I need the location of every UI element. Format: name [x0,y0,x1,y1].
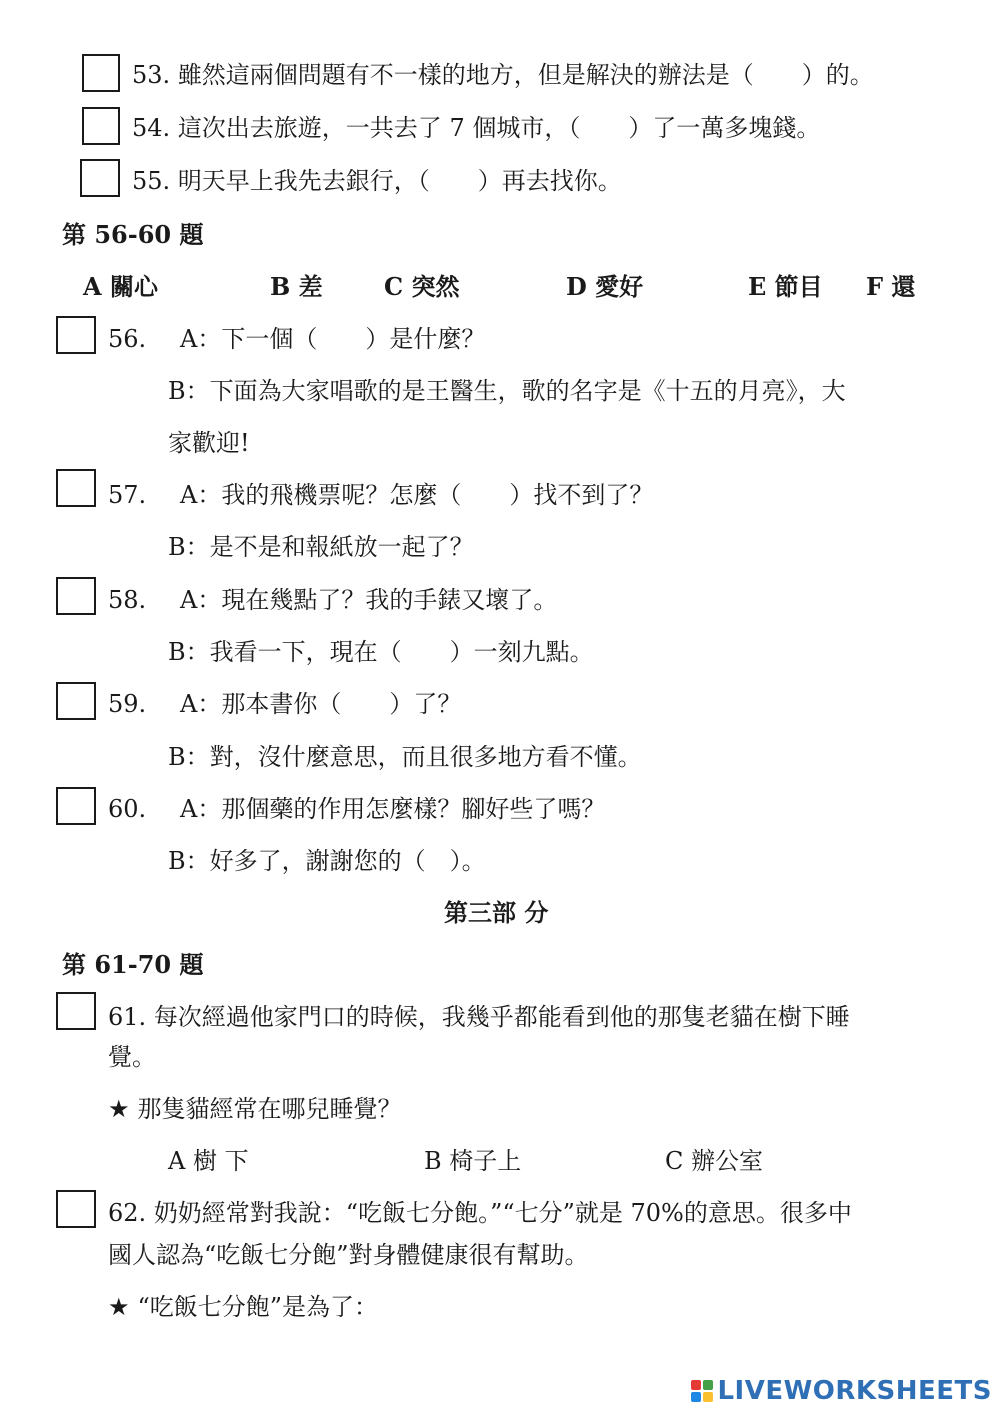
logo-square [703,1392,713,1402]
answer-box-61[interactable] [56,992,96,1030]
question-55 [132,166,622,196]
choice-61-b: B 椅子上 [424,1147,522,1175]
prompt-text: 那隻貓經常在哪兒睡覺？ [137,1095,402,1123]
star-icon: ★ [108,1293,130,1321]
prompt-62 [108,1292,378,1322]
option-e: E 節目 [748,272,823,301]
section-heading-61-70: 第 61-70 題 [62,950,204,979]
dialogue-59-b: B：對，沒什麼意思，而且很多地方看不懂。 [168,743,642,771]
logo-icon [691,1380,713,1402]
option-f: F 還 [866,272,916,301]
answer-box-62[interactable] [56,1190,96,1228]
answer-box-60[interactable] [56,787,96,825]
question-text: 明天早上我先去銀行，（ ）再去找你。 [177,167,622,195]
question-number-58: 58. [108,586,147,614]
dialogue-57-b: B：是不是和報紙放一起了？ [168,533,474,561]
dialogue-57-a: A：我的飛機票呢？怎麼（ ）找不到了？ [180,481,654,509]
question-text: 這次出去旅遊，一共去了 7 個城市，（ ）了一萬多塊錢。 [177,114,821,142]
option-b: B 差 [270,272,323,301]
section-heading-56-60: 第 56-60 題 [62,220,204,249]
answer-box-57[interactable] [56,469,96,507]
question-number: 53. [132,61,171,89]
question-number-56: 56. [108,325,147,353]
liveworksheets-logo [691,1375,992,1407]
dialogue-56-a: A：下一個（ ）是什麼？ [180,325,486,353]
question-number: 54. [132,114,171,142]
answer-box-59[interactable] [56,682,96,720]
question-number-57: 57. [108,481,147,509]
question-62 [108,1198,852,1228]
option-c: C 突然 [384,272,460,301]
question-text: 奶奶經常對我說：“吃飯七分飽。”“七分”就是 70%的意思。很多中 [153,1199,852,1227]
prompt-text: “吃飯七分飽”是為了： [137,1293,379,1321]
logo-square [691,1392,701,1402]
answer-box-58[interactable] [56,577,96,615]
choice-61-a: A 樹 下 [168,1147,249,1175]
star-icon: ★ [108,1095,130,1123]
prompt-61 [108,1094,402,1124]
dialogue-60-b: B：好多了，謝謝您的（ ）。 [168,847,486,875]
part-title: 第三部 分 [444,898,549,927]
dialogue-56-b-cont: 家歡迎! [168,429,250,457]
answer-box-56[interactable] [56,316,96,354]
question-61 [108,1002,850,1032]
logo-text: LIVEWORKSHEETS [717,1376,992,1406]
question-text: 雖然這兩個問題有不一樣的地方，但是解決的辦法是（ ）的。 [177,61,874,89]
dialogue-58-a: A：現在幾點了？我的手錶又壞了。 [180,586,558,614]
logo-square [703,1380,713,1390]
question-number: 62. [108,1199,147,1227]
question-54 [132,113,820,143]
answer-box-53[interactable] [82,54,120,92]
question-61-cont: 覺。 [108,1043,156,1071]
option-d: D 愛好 [566,272,644,301]
dialogue-59-a: A：那本書你（ ）了？ [180,690,462,718]
option-a: A 關心 [83,272,158,301]
question-number: 55. [132,167,171,195]
dialogue-58-b: B：我看一下，現在（ ）一刻九點。 [168,638,594,666]
logo-square [691,1380,701,1390]
question-53 [132,60,874,90]
answer-box-54[interactable] [82,107,120,145]
dialogue-56-b: B：下面為大家唱歌的是王醫生，歌的名字是《十五的月亮》，大 [168,377,846,405]
choice-61-c: C 辦公室 [665,1147,763,1175]
question-text: 每次經過他家門口的時候，我幾乎都能看到他的那隻老貓在樹下睡 [153,1003,850,1031]
dialogue-60-a: A：那個藥的作用怎麼樣？腳好些了嗎？ [180,795,606,823]
answer-box-55[interactable] [80,159,120,197]
question-number: 61. [108,1003,147,1031]
question-62-cont: 國人認為“吃飯七分飽”對身體健康很有幫助。 [108,1241,589,1269]
question-number-60: 60. [108,795,147,823]
question-number-59: 59. [108,690,147,718]
